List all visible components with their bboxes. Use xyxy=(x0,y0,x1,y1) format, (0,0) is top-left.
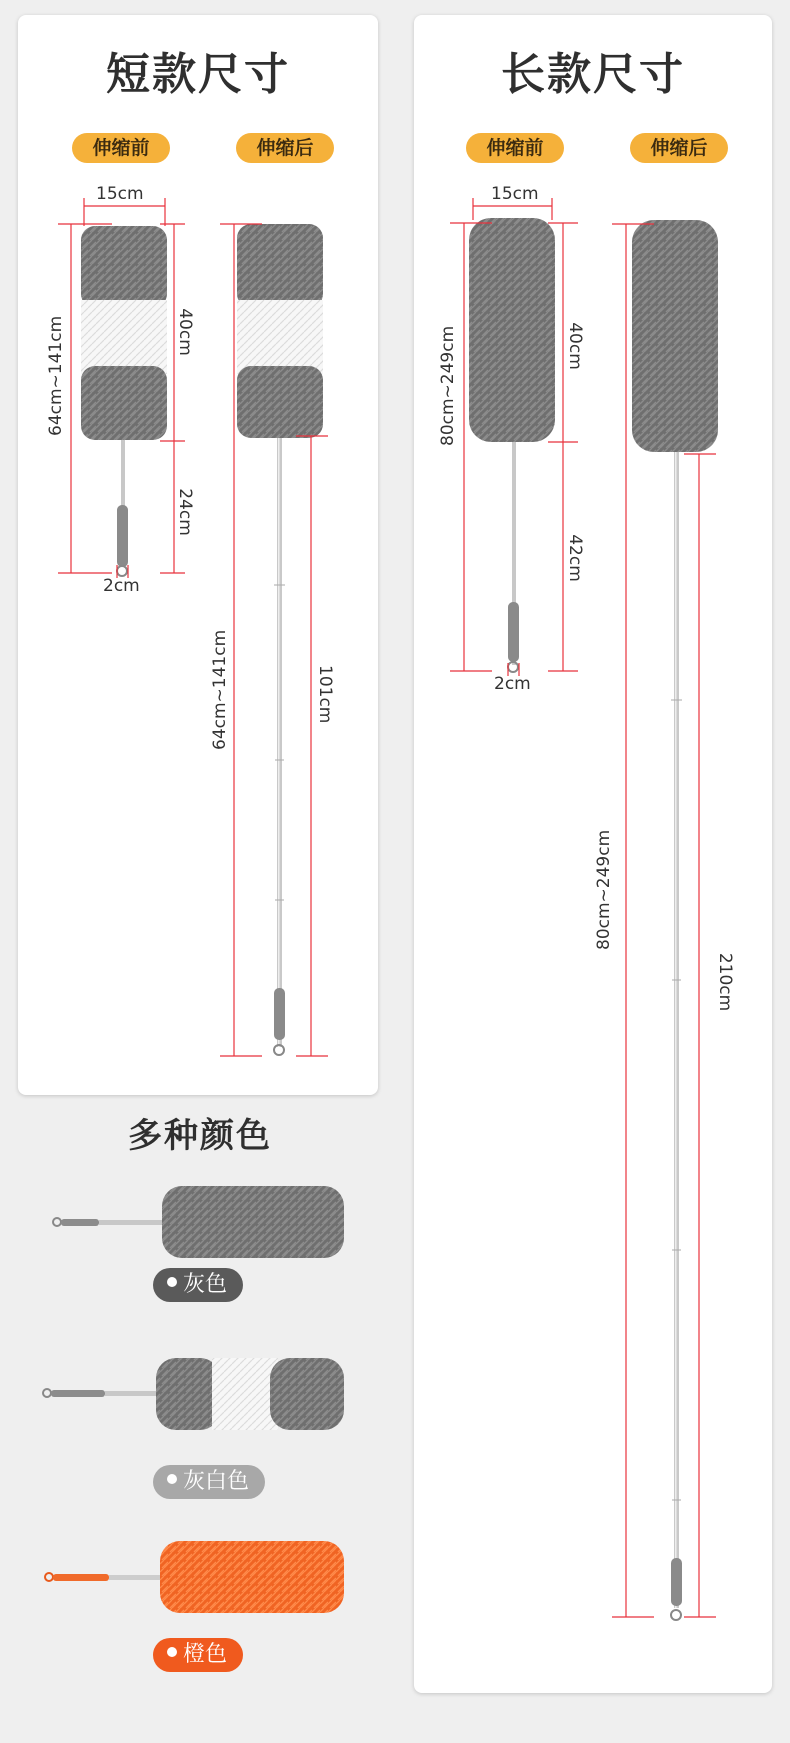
short-before-label: 伸缩前 xyxy=(72,133,170,163)
bullet-icon xyxy=(167,1647,177,1657)
colors-title: 多种颜色 xyxy=(128,1116,272,1156)
long-after-label: 伸缩后 xyxy=(630,133,728,163)
color-badge-gray xyxy=(153,1268,243,1302)
long-before-duster xyxy=(469,218,555,672)
long-after-total: 80cm~249cm xyxy=(594,829,614,950)
long-before-total: 80cm~249cm xyxy=(438,325,458,446)
bullet-icon xyxy=(167,1474,177,1484)
color-badge-orange xyxy=(153,1638,243,1672)
short-before-duster xyxy=(81,226,167,576)
gray-white-duster-sample xyxy=(43,1358,344,1430)
long-before-tip: 2cm xyxy=(494,674,531,694)
short-before-total: 64cm~141cm xyxy=(46,315,66,436)
long-before-head: 40cm xyxy=(565,322,585,370)
short-before-handle: 24cm xyxy=(175,488,195,536)
short-size-title: 短款尺寸 xyxy=(106,49,290,100)
gray-duster-sample xyxy=(53,1186,344,1258)
short-after-rod: 101cm xyxy=(315,665,335,724)
long-before-label: 伸缩前 xyxy=(466,133,564,163)
long-size-title: 长款尺寸 xyxy=(501,49,685,100)
short-before-head: 40cm xyxy=(175,308,195,356)
short-before-width: 15cm xyxy=(96,184,144,204)
long-after-duster xyxy=(632,220,718,1620)
color-badge-label: 灰白色 xyxy=(183,1469,250,1494)
long-after-rod: 210cm xyxy=(715,952,735,1012)
short-after-duster xyxy=(237,224,323,1055)
color-badge-label: 橙色 xyxy=(183,1642,228,1667)
long-before-handle: 42cm xyxy=(565,534,585,582)
color-badge-gray-white xyxy=(153,1465,265,1499)
long-before-width: 15cm xyxy=(491,184,539,204)
short-before-tip: 2cm xyxy=(103,576,140,596)
orange-duster-sample xyxy=(45,1541,344,1613)
color-badge-label: 灰色 xyxy=(183,1272,228,1297)
short-after-label: 伸缩后 xyxy=(236,133,334,163)
bullet-icon xyxy=(167,1277,177,1287)
short-after-total: 64cm~141cm xyxy=(210,629,230,750)
